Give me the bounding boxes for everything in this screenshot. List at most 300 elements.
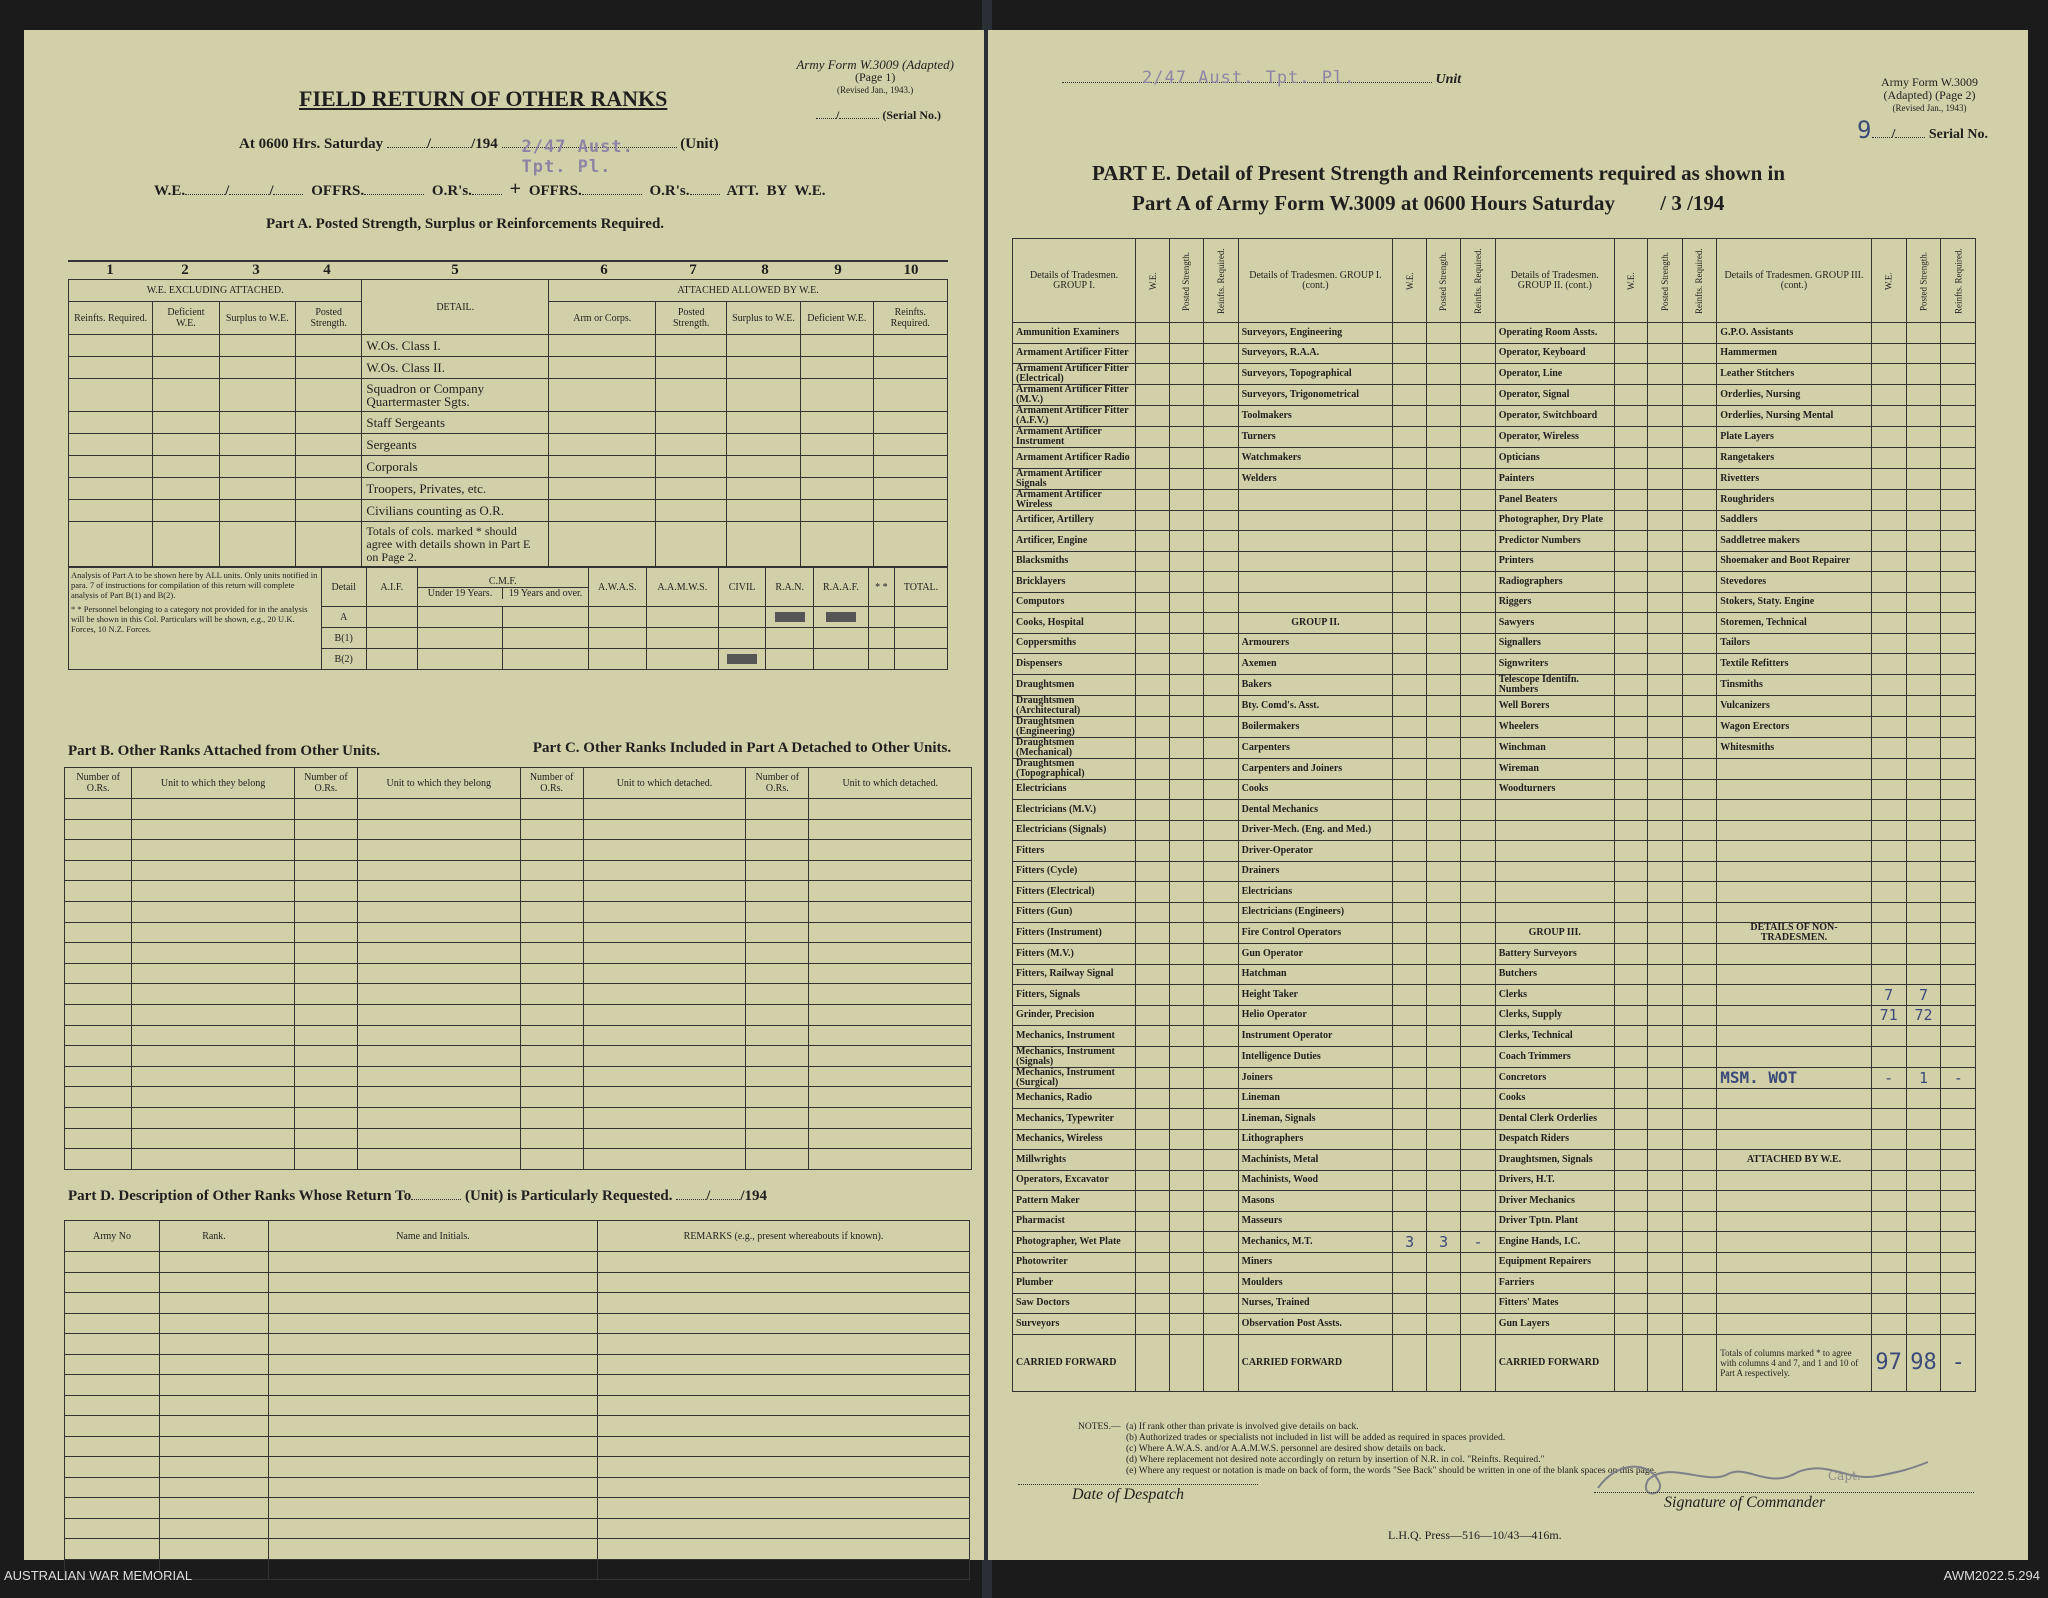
trade-label: Surveyors, Topographical (1238, 364, 1393, 385)
trade-label (1495, 800, 1614, 821)
trade-label: Armament Artificer Fitter (A.F.V.) (1013, 406, 1136, 427)
trade-label (1238, 572, 1393, 593)
trade-label: Dental Mechanics (1238, 800, 1393, 821)
bc-head: Number of O.Rs. (746, 768, 809, 799)
analysis-section (68, 567, 948, 670)
trade-label: Gun Operator (1238, 944, 1393, 965)
trade-label: Leather Stitchers (1717, 364, 1871, 385)
trade-label: Operator, Line (1495, 364, 1614, 385)
trade-label: Saw Doctors (1013, 1293, 1136, 1314)
part-e-row (1013, 1129, 1976, 1150)
analysis-head: Detail (321, 568, 366, 607)
part-e-title-line1: PART E. Detail of Present Strength and Reinforcements required as shown in (1092, 161, 1786, 185)
trade-label (1717, 1088, 1871, 1109)
trade-label: Armament Artificer Fitter (Electrical) (1013, 364, 1136, 385)
serial-label: (Serial No.) (882, 108, 941, 122)
trade-label: Woodturners (1495, 779, 1614, 800)
part-a-title: Part A. Posted Strength, Surplus or Reinforcements Required. (266, 216, 665, 232)
trade-label: Sawyers (1495, 613, 1614, 634)
year-label: /194 (471, 136, 498, 152)
part-d-title: Part D. Description of Other Ranks Whose Return To (68, 1188, 412, 1204)
trade-label: Computors (1013, 592, 1136, 613)
trade-label (1717, 985, 1871, 1006)
trade-label: Dispensers (1013, 654, 1136, 675)
we-label: W.E. (154, 183, 186, 199)
part-e-row (1013, 882, 1976, 903)
hand-entry: 7 (1906, 985, 1941, 1006)
trade-label: Artificer, Engine (1013, 531, 1136, 552)
trade-label: Welders (1238, 468, 1393, 489)
d-row (65, 1395, 970, 1416)
trade-label: Height Taker (1238, 985, 1393, 1006)
part-e-row (1013, 427, 1976, 448)
trade-label: Millwrights (1013, 1150, 1136, 1171)
trade-label: Mechanics, M.T. (1238, 1232, 1393, 1253)
trade-label: Coach Trimmers (1495, 1046, 1614, 1067)
part-e-row (1013, 737, 1976, 758)
trade-label: Riggers (1495, 592, 1614, 613)
col-head: W.E. (1136, 239, 1170, 323)
cmf-label: C.M.F. (488, 575, 517, 587)
bc-row (65, 1107, 972, 1128)
trade-label: Farriers (1495, 1273, 1614, 1294)
trade-label: Wheelers (1495, 716, 1614, 737)
trade-label: Boilermakers (1238, 716, 1393, 737)
form-id-block (796, 58, 954, 97)
analysis-head: R.A.A.F. (814, 568, 869, 607)
col-head: Posted Strength. (295, 302, 362, 335)
bc-row (65, 1025, 972, 1046)
col-num: 3 (252, 262, 260, 278)
trade-label: Electricians (1013, 779, 1136, 800)
table-row (69, 412, 948, 434)
trade-label: Saddlers (1717, 510, 1871, 531)
trade-label (1717, 1129, 1871, 1150)
analysis-note: Analysis of Part A to be shown here by ALL units. Only units notified in para. 7 of instructions for compilation of this return will complete analysis of Part B(1) and B(2). (71, 570, 318, 600)
trade-label: Stevedores (1717, 572, 1871, 593)
form-page-1 (24, 30, 984, 1560)
trade-label: Battery Surveyors (1495, 944, 1614, 965)
form-page-number: (Page 1) (855, 70, 896, 84)
d-row (65, 1477, 970, 1498)
trade-label: Grinder, Precision (1013, 1005, 1136, 1026)
trade-label: Winchman (1495, 737, 1614, 758)
d-head: Name and Initials. (269, 1221, 598, 1252)
bc-head: Unit to which they belong (132, 768, 295, 799)
col-head: Reinfts. Required. (1461, 239, 1495, 323)
att-label: ATT. BY W.E. (726, 183, 826, 199)
trade-label: Armourers (1238, 633, 1393, 654)
trade-label: Machinists, Wood (1238, 1170, 1393, 1191)
trade-label: Ammunition Examiners (1013, 323, 1136, 344)
trade-label: Plumber (1013, 1273, 1136, 1294)
trade-label (1717, 820, 1871, 841)
bc-row (65, 1046, 972, 1067)
analysis-head: A.A.M.W.S. (646, 568, 718, 607)
bc-head: Unit to which detached. (809, 768, 972, 799)
trade-label: Electricians (M.V.) (1013, 800, 1136, 821)
detail-cell: Corporals (362, 456, 549, 478)
trade-label (1717, 1191, 1871, 1212)
trade-label: Helio Operator (1238, 1005, 1393, 1026)
trade-label (1717, 1211, 1871, 1232)
part-e-row (1013, 654, 1976, 675)
d-row (65, 1334, 970, 1355)
trade-label: Surveyors, Engineering (1238, 323, 1393, 344)
note-item: (d) Where replacement not desired note accordingly on return by insertion of N.R. in col. "Reinfts. Required." (1126, 1455, 1545, 1465)
bc-head: Unit to which detached. (583, 768, 746, 799)
trade-label: Draughtsmen (Topographical) (1013, 758, 1136, 779)
hand-entry: - (1461, 1232, 1495, 1253)
trade-label: Draughtsmen (1013, 674, 1136, 695)
trade-label: Armament Artificer Fitter (1013, 343, 1136, 364)
trade-label: Armament Artificer Radio (1013, 448, 1136, 469)
d-row (65, 1272, 970, 1293)
bc-row (65, 901, 972, 922)
col-head: Surplus to W.E. (219, 302, 295, 335)
col-head: Surplus to W.E. (726, 302, 800, 335)
bc-row (65, 984, 972, 1005)
trade-label (1717, 861, 1871, 882)
part-e-row (1013, 779, 1976, 800)
analysis-row-label: A (321, 607, 366, 628)
trade-label: Hatchman (1238, 964, 1393, 985)
analysis-note-2: * * Personnel belonging to a category not provided for in the analysis will be shown in this Col. Particulars will be shown, e.g., 20 U.K. Forces, 10 N.Z. Forces. (71, 604, 308, 634)
analysis-head: * * (868, 568, 894, 607)
trade-label: Operator, Keyboard (1495, 343, 1614, 364)
part-e-row (1013, 468, 1976, 489)
bc-row (65, 1087, 972, 1108)
notes-label: NOTES.— (1078, 1422, 1121, 1432)
trade-label: Driver-Mech. (Eng. and Med.) (1238, 820, 1393, 841)
column-numbers (68, 260, 948, 279)
serial-hand: 9 (1857, 116, 1872, 144)
trade-label: Fire Control Operators (1238, 923, 1393, 944)
hand-entry: 3 (1393, 1232, 1427, 1253)
trade-label (1495, 841, 1614, 862)
trade-label: Orderlies, Nursing Mental (1717, 406, 1871, 427)
analysis-row-label: B(1) (321, 628, 366, 649)
part-e-row (1013, 923, 1976, 944)
trade-label (1717, 964, 1871, 985)
carried-forward-label: CARRIED FORWARD (1495, 1334, 1614, 1391)
trade-label: Fitters (Gun) (1013, 902, 1136, 923)
trade-label: Cooks (1238, 779, 1393, 800)
part-e-title-line2: Part A of Army Form W.3009 at 0600 Hours Saturday (1132, 191, 1615, 215)
hand-entry: - (1941, 1067, 1976, 1088)
trade-label: Toolmakers (1238, 406, 1393, 427)
offrs2-label: OFFRS. (528, 183, 582, 199)
bc-row (65, 963, 972, 984)
trade-label: Carpenters (1238, 737, 1393, 758)
bc-row (65, 840, 972, 861)
trade-label: Bakers (1238, 674, 1393, 695)
col-num: 6 (600, 262, 608, 278)
part-e-row (1013, 800, 1976, 821)
part-e-table (1012, 238, 1976, 1392)
trade-label: Gun Layers (1495, 1314, 1614, 1335)
trade-label: Carpenters and Joiners (1238, 758, 1393, 779)
trade-label: Joiners (1238, 1067, 1393, 1088)
trade-label (1717, 841, 1871, 862)
trade-label: Fitters' Mates (1495, 1293, 1614, 1314)
trade-label: Saddletree makers (1717, 531, 1871, 552)
col-num: 9 (834, 262, 842, 278)
trade-label: Driver-Operator (1238, 841, 1393, 862)
detail-cell: W.Os. Class I. (362, 335, 549, 357)
trade-label: Fitters (1013, 841, 1136, 862)
part-e-row (1013, 1150, 1976, 1171)
col-head: W.E. (1393, 239, 1427, 323)
part-e-row (1013, 674, 1976, 695)
trade-label: Whitesmiths (1717, 737, 1871, 758)
trade-label: Opticians (1495, 448, 1614, 469)
trade-label (1238, 510, 1393, 531)
part-e-row (1013, 944, 1976, 965)
part-e-row (1013, 551, 1976, 572)
analysis-head: Under 19 Years. (418, 588, 504, 599)
trade-label: Instrument Operator (1238, 1026, 1393, 1047)
part-e-date: / 3 /194 (1660, 191, 1725, 215)
group-head: Details of Tradesmen. GROUP III. (cont.) (1717, 239, 1871, 323)
trade-label: Armament Artificer Signals (1013, 468, 1136, 489)
col-head: W.E. (1614, 239, 1648, 323)
unit-line (1062, 68, 1462, 88)
table-row (69, 478, 948, 500)
part-e-row (1013, 613, 1976, 634)
footer-left: AUSTRALIAN WAR MEMORIAL (4, 1568, 193, 1583)
trade-label: Photographer, Dry Plate (1495, 510, 1614, 531)
trade-label (1717, 1273, 1871, 1294)
trade-label: Masseurs (1238, 1211, 1393, 1232)
trade-label (1717, 1232, 1871, 1253)
trade-label (1717, 1109, 1871, 1130)
trade-label: Printers (1495, 551, 1614, 572)
col-head: Reinfts. Required. (1204, 239, 1238, 323)
trade-label (1717, 944, 1871, 965)
part-e-row (1013, 1005, 1976, 1026)
trade-label (1495, 902, 1614, 923)
totals-note: Totals of columns marked * to agree with columns 4 and 7, and 1 and 10 of Part A respectively. (1717, 1334, 1871, 1391)
trade-label: Shoemaker and Boot Repairer (1717, 551, 1871, 572)
trade-label: Lineman, Signals (1238, 1109, 1393, 1130)
cmf-head (417, 568, 588, 607)
trade-label: Signallers (1495, 633, 1614, 654)
trade-label: Predictor Numbers (1495, 531, 1614, 552)
detail-cell: Troopers, Privates, etc. (362, 478, 549, 500)
trade-label: Lineman (1238, 1088, 1393, 1109)
trade-label: Textile Refitters (1717, 654, 1871, 675)
trade-label (1717, 1314, 1871, 1335)
d-row (65, 1252, 970, 1273)
col-head: Posted Strength. (1169, 239, 1203, 323)
part-c-title: Part C. Other Ranks Included in Part A Detached to Other Units. (532, 740, 952, 756)
trade-label: Electricians (Signals) (1013, 820, 1136, 841)
part-e-row (1013, 1026, 1976, 1047)
d-head: Rank. (160, 1221, 269, 1252)
trade-label: Radiographers (1495, 572, 1614, 593)
bc-row (65, 860, 972, 881)
part-e-row (1013, 985, 1976, 1006)
trade-label (1717, 1170, 1871, 1191)
part-d-unit: (Unit) is Particularly Requested. (464, 1188, 673, 1204)
note-item: (e) Where any request or notation is made on back of form, the words "See Back" should be written in one of the blank spaces on this page. (1126, 1466, 1657, 1476)
part-e-row (1013, 758, 1976, 779)
trade-label: Butchers (1495, 964, 1614, 985)
part-e-row (1013, 1067, 1976, 1088)
trade-label: Draughtsmen, Signals (1495, 1150, 1614, 1171)
trade-label: Masons (1238, 1191, 1393, 1212)
trade-label (1717, 902, 1871, 923)
signature-label: Signature of Commander (1664, 1494, 1826, 1511)
analysis-head: TOTAL. (895, 568, 948, 607)
table-row (69, 456, 948, 478)
carried-forward-label: CARRIED FORWARD (1013, 1334, 1136, 1391)
detail-header: DETAIL. (362, 280, 549, 335)
trade-label: Fitters (Electrical) (1013, 882, 1136, 903)
plus-sign: + (509, 178, 522, 200)
form-revised: (Revised Jan., 1943.) (837, 85, 914, 95)
col-head: Posted Strength. (1648, 239, 1682, 323)
trade-label: Driver Mechanics (1495, 1191, 1614, 1212)
trade-label: Pharmacist (1013, 1211, 1136, 1232)
trade-label: MSM. WOT (1717, 1067, 1871, 1088)
part-e-row (1013, 1109, 1976, 1130)
serial-line-p2: 9 / Serial No. (1857, 116, 1988, 144)
d-row (65, 1313, 970, 1334)
trade-label (1238, 531, 1393, 552)
col-head: W.E. (1871, 239, 1906, 323)
trade-label: Clerks (1495, 985, 1614, 1006)
part-e-row (1013, 510, 1976, 531)
bc-head: Number of O.Rs. (294, 768, 357, 799)
bc-row (65, 1149, 972, 1170)
part-e-row (1013, 323, 1976, 344)
trade-label: Operators, Excavator (1013, 1170, 1136, 1191)
d-row (65, 1539, 970, 1560)
part-e-row (1013, 861, 1976, 882)
ors-label: O.R's. (431, 183, 472, 199)
analysis-row (321, 628, 947, 649)
d-row (65, 1293, 970, 1314)
bc-row (65, 1066, 972, 1087)
trade-label: ATTACHED BY W.E. (1717, 1150, 1871, 1171)
trade-label: Mechanics, Instrument (1013, 1026, 1136, 1047)
col-num: 2 (181, 262, 189, 278)
col-head: Deficient W.E. (153, 302, 220, 335)
trade-label: Electricians (1238, 882, 1393, 903)
trade-label: Electricians (Engineers) (1238, 902, 1393, 923)
analysis-row-label: B(2) (321, 649, 366, 670)
hand-entry: 1 (1906, 1067, 1941, 1088)
part-d-title-line: Part D. Description of Other Ranks Whose Return To (Unit) is Particularly Requested. / /194 (68, 1188, 768, 1204)
trade-label: Vulcanizers (1717, 695, 1871, 716)
trade-label: Pattern Maker (1013, 1191, 1136, 1212)
part-e-row (1013, 343, 1976, 364)
trade-label: Wagon Erectors (1717, 716, 1871, 737)
part-e-row (1013, 633, 1976, 654)
trade-label: Cooks, Hospital (1013, 613, 1136, 634)
trade-label: Artificer, Artillery (1013, 510, 1136, 531)
attached-allowed-header: ATTACHED ALLOWED BY W.E. (549, 280, 948, 302)
part-e-row (1013, 1191, 1976, 1212)
table-row (69, 357, 948, 379)
part-b-title: Part B. Other Ranks Attached from Other Units. (68, 743, 381, 759)
total-entry: 98 (1906, 1334, 1941, 1391)
trade-label: Clerks, Technical (1495, 1026, 1614, 1047)
trade-label: Painters (1495, 468, 1614, 489)
trade-label: Watchmakers (1238, 448, 1393, 469)
col-num: 1 (106, 262, 114, 278)
unit-stamp-p2: 2/47 Aust. Tpt. Pl. (1142, 68, 1356, 88)
trade-label: Operator, Signal (1495, 385, 1614, 406)
trade-label: Draughtsmen (Mechanical) (1013, 737, 1136, 758)
analysis-row (321, 649, 947, 670)
we-line: W.E. / / OFFRS. O.R's. + OFFRS. O.R's. ATT. BY W.E. (154, 178, 826, 200)
part-e-row (1013, 1252, 1976, 1273)
table-row (69, 500, 948, 522)
trade-label (1495, 861, 1614, 882)
trade-label: Surveyors, Trigonometrical (1238, 385, 1393, 406)
analysis-head: A.I.F. (366, 568, 417, 607)
part-e-row (1013, 1314, 1976, 1335)
trade-label: Storemen, Technical (1717, 613, 1871, 634)
signature-rule (1594, 1492, 1974, 1493)
col-num: 8 (761, 262, 769, 278)
analysis-row (321, 607, 947, 628)
trade-label: GROUP II. (1238, 613, 1393, 634)
form-adapted-p2: (Adapted) (Page 2) (1883, 88, 1976, 102)
note-item: (a) If rank other than private is involved give details on back. (1126, 1422, 1359, 1432)
part-e-row (1013, 448, 1976, 469)
trade-label (1717, 779, 1871, 800)
ors2-label: O.R's. (649, 183, 690, 199)
bc-row (65, 799, 972, 820)
analysis-table (321, 567, 948, 670)
trade-label: GROUP III. (1495, 923, 1614, 944)
trade-label: Tailors (1717, 633, 1871, 654)
trade-label: Mechanics, Instrument (Signals) (1013, 1046, 1136, 1067)
trade-label: Bty. Comd's. Asst. (1238, 695, 1393, 716)
col-head: Posted Strength. (1426, 239, 1460, 323)
form-revised-p2: (Revised Jan., 1943) (1892, 103, 1967, 113)
trade-label: Operating Room Assts. (1495, 323, 1614, 344)
analysis-head: A.W.A.S. (588, 568, 646, 607)
trade-label (1717, 1046, 1871, 1067)
detail-cell: Squadron or Company Quartermaster Sgts. (362, 379, 549, 412)
trade-label: Rangetakers (1717, 448, 1871, 469)
trade-label: Drainers (1238, 861, 1393, 882)
form-id-block-p2 (1881, 76, 1978, 115)
hand-entry: 3 (1426, 1232, 1460, 1253)
group-head: Details of Tradesmen. GROUP I. (cont.) (1238, 239, 1393, 323)
unit-stamp: 2/47 Aust. Tpt. Pl. (521, 137, 634, 177)
d-head: Army No (65, 1221, 160, 1252)
trade-label: Well Borers (1495, 695, 1614, 716)
trade-label: Surveyors, R.A.A. (1238, 343, 1393, 364)
col-num: 7 (689, 262, 697, 278)
trade-label: Draughtsmen (Architectural) (1013, 695, 1136, 716)
trade-label: Signwriters (1495, 654, 1614, 675)
d-row (65, 1436, 970, 1457)
part-e-row (1013, 1088, 1976, 1109)
col-head: Arm or Corps. (549, 302, 656, 335)
detail-cell: Staff Sergeants (362, 412, 549, 434)
trade-label: Blacksmiths (1013, 551, 1136, 572)
trade-label: Drivers, H.T. (1495, 1170, 1614, 1191)
trade-label: Dental Clerk Orderlies (1495, 1109, 1614, 1130)
trade-label: Engine Hands, I.C. (1495, 1232, 1614, 1253)
